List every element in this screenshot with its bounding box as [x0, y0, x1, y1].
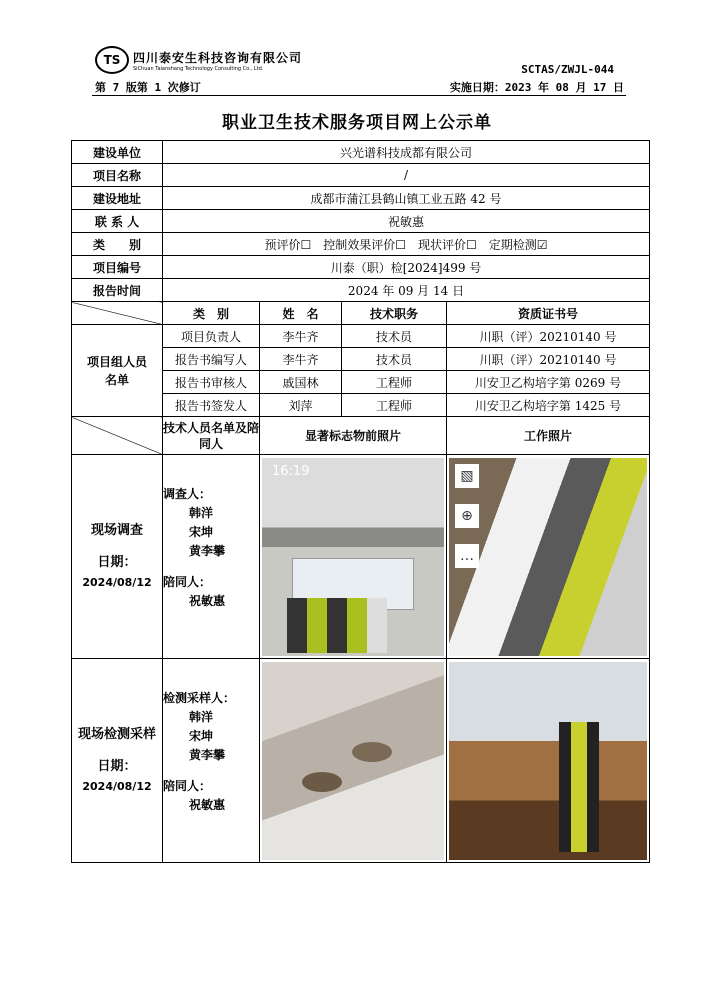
- disclosure-table: [71, 140, 650, 863]
- survey-label-cell: [72, 455, 163, 659]
- cell: 技术员: [342, 348, 447, 371]
- survey-label: 现场调查: [90, 522, 143, 538]
- cell: 李牛齐: [260, 348, 342, 371]
- sampler: 韩洋: [189, 710, 214, 724]
- label-construction-unit: 建设单位: [72, 141, 163, 164]
- investigator: 宋坤: [189, 525, 214, 539]
- team-header-name: 姓 名: [260, 302, 342, 325]
- sampling-photo-1[interactable]: [262, 662, 444, 860]
- people-group: [287, 598, 387, 653]
- company-name-cn: 四川泰安生科技咨询有限公司: [133, 50, 303, 65]
- doc-code: SCTAS/ZWJL-044: [521, 63, 614, 76]
- team-header-title: 技术职务: [342, 302, 447, 325]
- sampling-label: 现场检测采样: [77, 726, 156, 742]
- project-no: 川泰（职）检[2024]499 号: [163, 256, 650, 279]
- cell: 川职（评）20210140 号: [447, 348, 650, 371]
- cell: 工程师: [342, 371, 447, 394]
- companion-label: 陪同人：: [163, 575, 212, 589]
- sampling-date: 2024/08/12: [82, 779, 152, 793]
- survey-landmark-photo-cell: [260, 455, 447, 659]
- investigator-label: 调查人：: [163, 487, 212, 501]
- survey-date: 2024/08/12: [82, 575, 152, 589]
- landmark-photo[interactable]: [262, 458, 444, 656]
- version: 第 7 版第 1 次修订: [95, 81, 201, 94]
- photo-header-work: 工作照片: [447, 417, 650, 455]
- label-address: 建设地址: [72, 187, 163, 210]
- sampler: 黄李攀: [189, 748, 226, 762]
- more-icon[interactable]: …: [455, 544, 479, 568]
- label-project-no: 项目编号: [72, 256, 163, 279]
- team-header-type: 类 别: [163, 302, 260, 325]
- photo-timestamp: 16:19: [272, 463, 310, 479]
- report-time: 2024 年 09 月 14 日: [163, 279, 650, 302]
- cell: 报告书签发人: [163, 394, 260, 417]
- team-label: 项目组人员名单: [72, 325, 163, 417]
- sampling-people: [163, 659, 260, 863]
- construction-unit: 兴光谱科技成都有限公司: [163, 141, 650, 164]
- photo-header-staff: 技术人员名单及陪同人: [163, 417, 260, 455]
- diagonal-cell: [72, 417, 163, 455]
- worker: [559, 722, 599, 852]
- sample-dish: [302, 772, 342, 792]
- investigator: 韩洋: [189, 506, 214, 520]
- cell: 戚国林: [260, 371, 342, 394]
- photo-header-landmark: 显著标志物前照片: [260, 417, 447, 455]
- survey-work-photo-cell: [447, 455, 650, 659]
- category: 预评价☐ 控制效果评价☐ 现状评价☐ 定期检测☑: [163, 233, 650, 256]
- project-name: /: [163, 164, 650, 187]
- sampler: 宋坤: [189, 729, 214, 743]
- sampling-photo-2[interactable]: [449, 662, 647, 860]
- investigator: 黄李攀: [189, 544, 226, 558]
- effective-date: 实施日期：2023 年 08 月 17 日: [449, 81, 624, 94]
- cell: 川职（评）20210140 号: [447, 325, 650, 348]
- sample-dish: [352, 742, 392, 762]
- page-title: 职业卫生技术服务项目网上公示单: [222, 113, 492, 133]
- cell: 刘萍: [260, 394, 342, 417]
- companion-label: 陪同人：: [163, 779, 212, 793]
- cell: 技术员: [342, 325, 447, 348]
- label-contact: 联 系 人: [72, 210, 163, 233]
- header-divider: [92, 95, 626, 96]
- label-report-time: 报告时间: [72, 279, 163, 302]
- zoom-in-icon[interactable]: ⊕: [455, 504, 479, 528]
- sampler-label: 检测采样人：: [163, 691, 236, 705]
- image-icon[interactable]: ▧: [455, 464, 479, 488]
- sampling-landmark-photo-cell: [260, 659, 447, 863]
- sampling-label-cell: [72, 659, 163, 863]
- label-category: 类 别: [72, 233, 163, 256]
- cell: 李牛齐: [260, 325, 342, 348]
- companion: 祝敏惠: [189, 798, 226, 812]
- company-name-en: SiChuan Taianshang Technology Consulting Co., Ltd.: [133, 65, 264, 72]
- companion: 祝敏惠: [189, 594, 226, 608]
- cell: 川安卫乙构培字第 0269 号: [447, 371, 650, 394]
- contact: 祝敏惠: [163, 210, 650, 233]
- cell: 工程师: [342, 394, 447, 417]
- diagonal-cell: [72, 302, 163, 325]
- sampling-work-photo-cell: [447, 659, 650, 863]
- table-row: [72, 325, 650, 348]
- label-project-name: 项目名称: [72, 164, 163, 187]
- cell: 报告书编写人: [163, 348, 260, 371]
- cell: 项目负责人: [163, 325, 260, 348]
- logo-mark: TS: [95, 46, 129, 74]
- cell: 报告书审核人: [163, 371, 260, 394]
- sampling-date-label: 日期：: [97, 758, 137, 774]
- team-header-cert: 资质证书号: [447, 302, 650, 325]
- survey-people: [163, 455, 260, 659]
- work-photo[interactable]: [449, 458, 647, 656]
- company-logo: [95, 46, 302, 74]
- cell: 川安卫乙构培字第 1425 号: [447, 394, 650, 417]
- address: 成都市蒲江县鹤山镇工业五路 42 号: [163, 187, 650, 210]
- survey-date-label: 日期：: [97, 554, 137, 570]
